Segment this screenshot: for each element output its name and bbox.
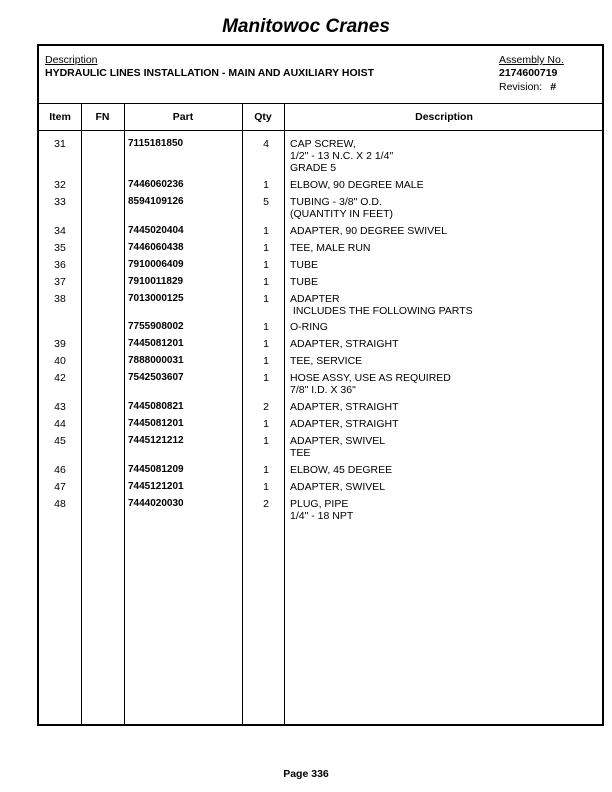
item-number: 38 (54, 293, 66, 305)
description-label: Description (45, 54, 98, 66)
item-number: 31 (54, 138, 66, 150)
revision-value: # (550, 81, 557, 93)
item-number: 47 (54, 481, 66, 493)
part-description: CAP SCREW, 1/2" - 13 N.C. X 2 1/4" GRADE 5 (290, 138, 394, 174)
part-number: 7445121212 (128, 435, 184, 446)
quantity: 1 (263, 225, 269, 237)
quantity: 4 (263, 138, 269, 150)
item-number: 43 (54, 401, 66, 413)
table-row (39, 225, 602, 237)
quantity: 2 (263, 401, 269, 413)
part-number: 7542503607 (128, 372, 184, 383)
assembly-number: 2174600719 (499, 67, 558, 79)
quantity: 1 (263, 242, 269, 254)
table-row (39, 276, 602, 288)
table-row (39, 372, 602, 396)
quantity: 1 (263, 481, 269, 493)
table-row (39, 464, 602, 476)
parts-table-body (39, 138, 602, 527)
quantity: 1 (263, 372, 269, 384)
part-number: 7755908002 (128, 321, 184, 332)
assembly-label: Assembly No. (499, 54, 564, 66)
table-row (39, 259, 602, 271)
quantity: 1 (263, 355, 269, 367)
table-row (39, 498, 602, 522)
table-row (39, 196, 602, 220)
part-number: 7446060236 (128, 179, 184, 190)
part-description: ADAPTER, SWIVEL TEE (290, 435, 386, 459)
table-row (39, 418, 602, 430)
quantity: 1 (263, 293, 269, 305)
parts-list-frame (37, 44, 604, 726)
part-number: 7445080821 (128, 401, 184, 412)
item-number: 39 (54, 338, 66, 350)
revision-line (499, 81, 564, 93)
item-number: 33 (54, 196, 66, 208)
table-row (39, 355, 602, 367)
item-number: 46 (54, 464, 66, 476)
column-header-part: Part (172, 111, 194, 123)
item-number: 48 (54, 498, 66, 510)
part-description: TUBE (290, 276, 319, 288)
table-row (39, 321, 602, 333)
table-row (39, 338, 602, 350)
assembly-block (499, 54, 564, 93)
quantity: 1 (263, 259, 269, 271)
column-header-description: Description (415, 111, 473, 123)
revision-label: Revision: (499, 81, 543, 93)
part-number: 7013000125 (128, 293, 184, 304)
part-number: 7888000031 (128, 355, 184, 366)
quantity: 1 (263, 338, 269, 350)
part-number: 7446060438 (128, 242, 184, 253)
part-number: 7445020404 (128, 225, 184, 236)
quantity: 1 (263, 321, 269, 333)
item-number: 42 (54, 372, 66, 384)
table-row (39, 138, 602, 174)
part-description: ADAPTER, 90 DEGREE SWIVEL (290, 225, 447, 237)
description-value: HYDRAULIC LINES INSTALLATION - MAIN AND AUXILIARY HOIST (45, 67, 374, 79)
quantity: 1 (263, 418, 269, 430)
part-description: O-RING (290, 321, 328, 333)
part-description: TEE, SERVICE (290, 355, 363, 367)
page-title: Manitowoc Cranes (222, 16, 390, 37)
part-description: ADAPTER, STRAIGHT (290, 418, 399, 430)
part-description: TUBE (290, 259, 319, 271)
item-number: 34 (54, 225, 66, 237)
item-number: 35 (54, 242, 66, 254)
quantity: 2 (263, 498, 269, 510)
item-number: 40 (54, 355, 66, 367)
table-row (39, 435, 602, 459)
part-number: 7910006409 (128, 259, 184, 270)
column-header-fn: FN (95, 111, 110, 123)
part-number: 7445121201 (128, 481, 184, 492)
item-number: 37 (54, 276, 66, 288)
assembly-header (39, 46, 602, 104)
quantity: 1 (263, 276, 269, 288)
part-number: 7444020030 (128, 498, 184, 509)
part-description: ADAPTER INCLUDES THE FOLLOWING PARTS (290, 293, 473, 317)
part-number: 7115181850 (128, 138, 184, 149)
part-number: 7445081201 (128, 338, 184, 349)
description-block (45, 54, 374, 79)
part-number: 7445081201 (128, 418, 184, 429)
table-row (39, 481, 602, 493)
quantity: 1 (263, 179, 269, 191)
part-description: ADAPTER, STRAIGHT (290, 401, 399, 413)
quantity: 5 (263, 196, 269, 208)
quantity: 1 (263, 435, 269, 447)
part-description: ADAPTER, SWIVEL (290, 481, 386, 493)
table-row (39, 401, 602, 413)
item-number: 32 (54, 179, 66, 191)
part-description: TUBING - 3/8" O.D. (QUANTITY IN FEET) (290, 196, 394, 220)
column-header-item: Item (49, 111, 71, 123)
item-number: 45 (54, 435, 66, 447)
item-number: 36 (54, 259, 66, 271)
part-description: ELBOW, 45 DEGREE (290, 464, 393, 476)
page-number: Page 336 (283, 768, 329, 780)
quantity: 1 (263, 464, 269, 476)
part-number: 8594109126 (128, 196, 184, 207)
part-description: ELBOW, 90 DEGREE MALE (290, 179, 424, 191)
column-header-qty: Qty (254, 111, 272, 123)
part-description: HOSE ASSY, USE AS REQUIRED 7/8" I.D. X 36" (290, 372, 451, 396)
part-description: ADAPTER, STRAIGHT (290, 338, 399, 350)
table-row (39, 293, 602, 317)
part-number: 7910011829 (128, 276, 184, 287)
part-number: 7445081209 (128, 464, 184, 475)
table-row (39, 242, 602, 254)
part-description: PLUG, PIPE 1/4" - 18 NPT (290, 498, 354, 522)
table-row (39, 179, 602, 191)
part-description: TEE, MALE RUN (290, 242, 371, 254)
item-number: 44 (54, 418, 66, 430)
